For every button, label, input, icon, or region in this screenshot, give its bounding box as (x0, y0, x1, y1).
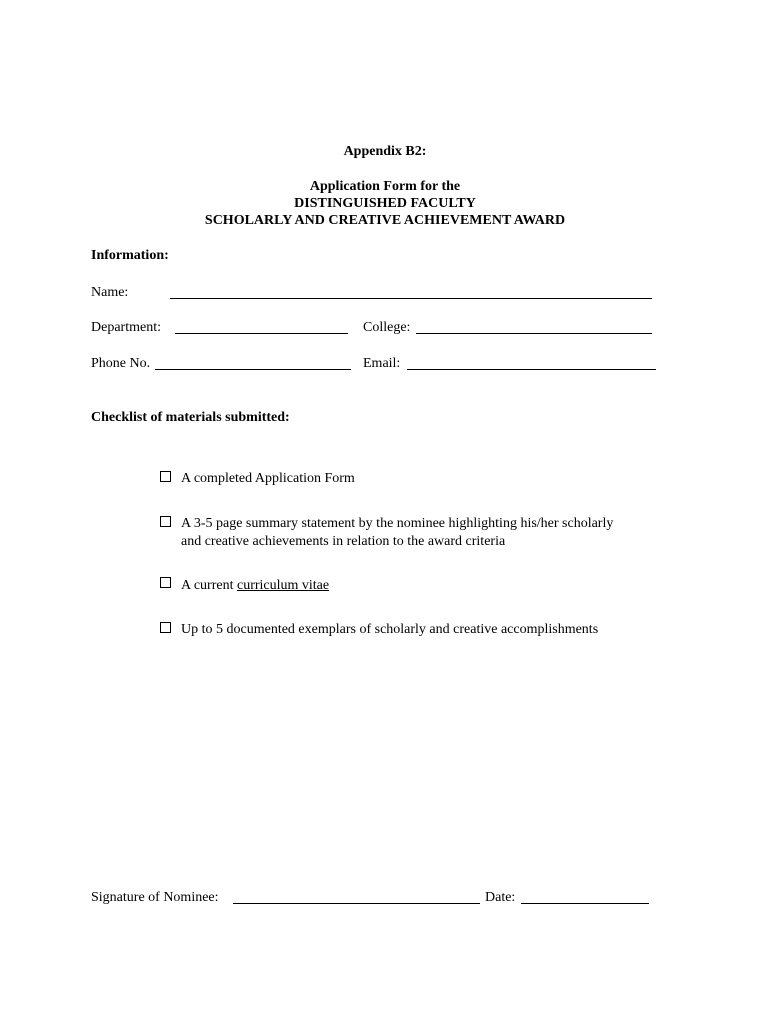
checklist-item-exemplars: Up to 5 documented exemplars of scholarly and creative accomplishments (181, 622, 599, 637)
date-label: Date: (485, 890, 516, 905)
name-label: Name: (91, 285, 129, 300)
checklist-item-summary-line-2: and creative achievements in relation to the award criteria (181, 534, 506, 549)
checkbox-exemplars[interactable] (160, 622, 171, 633)
curriculum-vitae-link[interactable]: curriculum vitae (236, 578, 330, 593)
college-label: College: (363, 320, 411, 335)
checklist-heading: Checklist of materials submitted: (91, 410, 290, 425)
form-title-line-3: SCHOLARLY AND CREATIVE ACHIEVEMENT AWARD (204, 213, 566, 228)
phone-label: Phone No. (91, 356, 151, 371)
phone-field[interactable] (155, 369, 351, 370)
email-field[interactable] (407, 369, 656, 370)
checkbox-summary-statement[interactable] (160, 516, 171, 527)
checklist-item-application-form: A completed Application Form (181, 471, 355, 486)
department-label: Department: (91, 320, 161, 335)
college-field[interactable] (416, 333, 652, 334)
form-title-line-2: DISTINGUISHED FACULTY (294, 196, 476, 211)
checklist-item-summary-line-1: A 3-5 page summary statement by the nominee highlighting his/her scholarly (181, 516, 614, 531)
checkbox-curriculum-vitae[interactable] (160, 577, 171, 588)
information-heading: Information: (91, 248, 169, 263)
checklist-item-curriculum-vitae (181, 577, 329, 595)
department-field[interactable] (175, 333, 348, 334)
cv-prefix: A current (181, 578, 237, 593)
checkbox-application-form[interactable] (160, 471, 171, 482)
appendix-label: Appendix B2: (343, 144, 427, 159)
signature-label: Signature of Nominee: (91, 890, 219, 905)
form-title-line-1: Application Form for the (309, 179, 461, 194)
name-field[interactable] (170, 298, 652, 299)
signature-field[interactable] (233, 903, 480, 904)
date-field[interactable] (521, 903, 649, 904)
email-label: Email: (363, 356, 401, 371)
